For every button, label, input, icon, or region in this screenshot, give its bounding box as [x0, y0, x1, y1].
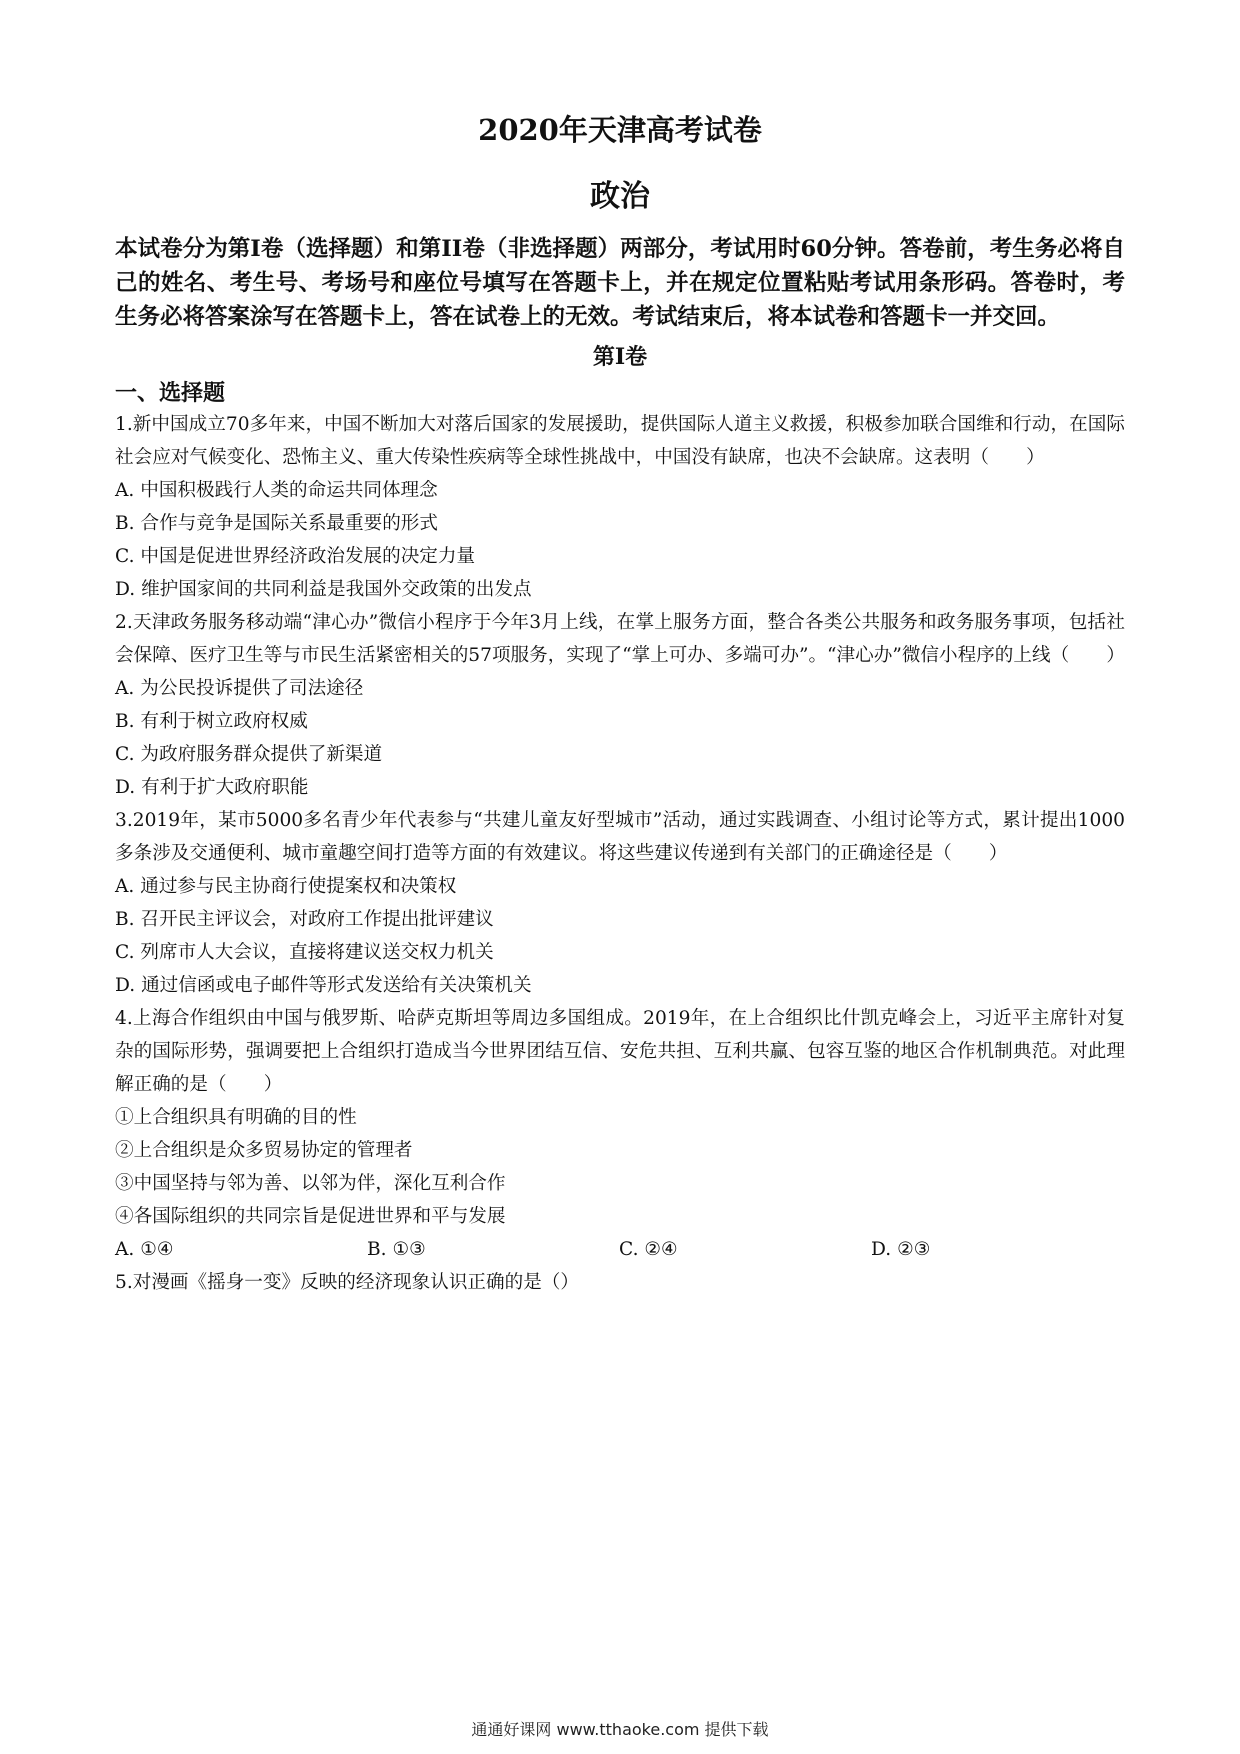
section-title: 一、选择题 [115, 380, 226, 406]
question-stem: 5.对漫画《摇身一变》反映的经济现象认识正确的是（） [115, 1272, 579, 1293]
option-c: C. 中国是促进世界经济政治发展的决定力量 [115, 546, 476, 567]
option-b: B. 有利于树立政府权威 [115, 711, 308, 732]
option-b: B. 合作与竞争是国际关系最重要的形式 [115, 513, 438, 534]
question-2 [115, 606, 1125, 804]
option-b: B. ①③ [367, 1239, 426, 1260]
question-stem: 3.2019年，某市5000多名青少年代表参与“共建儿童友好型城市”活动，通过实践调查、小组讨论等方式，累计提出1000多条涉及交通便利、城市童趣空间打造等方面的有效建议。将这些建议传递到有关部门的正确途径是（ ） [115, 810, 1125, 864]
page-footer: 通通好课网 www.tthaoke.com 提供下载 [471, 1720, 769, 1739]
statement-1: ①上合组织具有明确的目的性 [115, 1107, 357, 1128]
exam-title: 2020年天津高考试卷 [478, 113, 762, 147]
option-a: A. ①④ [115, 1239, 174, 1260]
subject-title: 政治 [590, 179, 650, 214]
option-b: B. 召开民主评议会，对政府工作提出批评建议 [115, 909, 494, 930]
option-c: C. 为政府服务群众提供了新渠道 [115, 744, 383, 765]
option-a: A. 通过参与民主协商行使提案权和决策权 [115, 876, 457, 897]
option-d: D. 有利于扩大政府职能 [115, 777, 309, 798]
option-a: A. 为公民投诉提供了司法途径 [115, 678, 364, 699]
question-stem: 4.上海合作组织由中国与俄罗斯、哈萨克斯坦等周边多国组成。2019年，在上合组织比什凯克峰会上，习近平主席针对复杂的国际形势，强调要把上合组织打造成当今世界团结互信、安危共担、互利共赢、包容互鉴的地区合作机制典范。对此理解正确的是（ ） [115, 1008, 1125, 1095]
statement-3: ③中国坚持与邻为善、以邻为伴，深化互利合作 [115, 1173, 506, 1194]
option-d: D. ②③ [871, 1239, 931, 1260]
question-1 [115, 408, 1125, 606]
exam-instructions: 本试卷分为第I卷（选择题）和第II卷（非选择题）两部分，考试用时60分钟。答卷前，考生务必将自己的姓名、考生号、考场号和座位号填写在答题卡上，并在规定位置粘贴考试用条形码。答卷时，考生务必将答案涂写在答题卡上，答在试卷上的无效。考试结束后，将本试卷和答题卡一并交回。 [115, 236, 1125, 330]
options-row [115, 1233, 1125, 1266]
statement-4: ④各国际组织的共同宗旨是促进世界和平与发展 [115, 1206, 506, 1227]
part-title: 第I卷 [592, 344, 648, 370]
option-c: C. ②④ [619, 1239, 678, 1260]
option-d: D. 维护国家间的共同利益是我国外交政策的出发点 [115, 579, 532, 600]
question-stem: 1.新中国成立70多年来，中国不断加大对落后国家的发展援助，提供国际人道主义救援，积极参加联合国维和行动，在国际社会应对气候变化、恐怖主义、重大传染性疾病等全球性挑战中，中国没有缺席，也决不会缺席。这表明（ ） [115, 414, 1125, 468]
page-content [115, 110, 1125, 1299]
option-c: C. 列席市人大会议，直接将建议送交权力机关 [115, 942, 494, 963]
statement-2: ②上合组织是众多贸易协定的管理者 [115, 1140, 413, 1161]
question-4 [115, 1002, 1125, 1266]
option-a: A. 中国积极践行人类的命运共同体理念 [115, 480, 438, 501]
question-stem: 2.天津政务服务移动端“津心办”微信小程序于今年3月上线，在掌上服务方面，整合各类公共服务和政务服务事项，包括社会保障、医疗卫生等与市民生活紧密相关的57项服务，实现了“掌上可办、多端可办”。“津心办”微信小程序的上线（ ） [115, 612, 1125, 666]
option-d: D. 通过信函或电子邮件等形式发送给有关决策机关 [115, 975, 532, 996]
question-3 [115, 804, 1125, 1002]
question-5 [115, 1266, 1125, 1299]
